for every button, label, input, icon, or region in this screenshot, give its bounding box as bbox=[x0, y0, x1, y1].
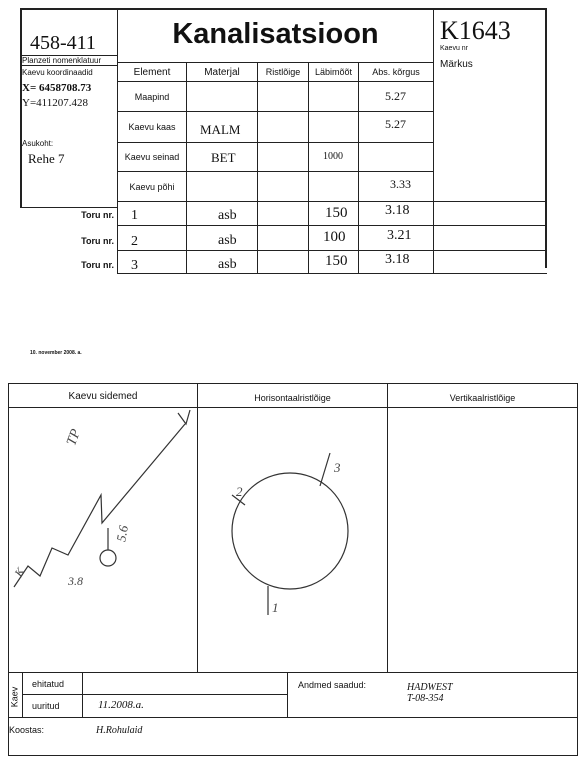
header-element: Element bbox=[133, 66, 171, 78]
pipe-mark-1: 1 bbox=[272, 600, 279, 615]
data-ref-value: T-08-354 bbox=[407, 693, 444, 704]
pipe-material: asb bbox=[218, 257, 237, 272]
pipe-height: 3.18 bbox=[385, 252, 410, 267]
header-height: Abs. kõrgus bbox=[372, 67, 420, 77]
row-element: Kaevu kaas bbox=[128, 122, 176, 132]
row-height: 3.33 bbox=[390, 177, 411, 191]
panel-title-vertical: Vertikaalristlõige bbox=[449, 393, 516, 403]
pipe-material: asb bbox=[218, 208, 237, 223]
header-section: Ristlõige bbox=[265, 67, 301, 77]
pipe-label: Toru nr. bbox=[81, 236, 114, 246]
row-diameter: 1000 bbox=[323, 151, 343, 162]
sketch-card bbox=[0, 380, 586, 760]
sketch-label-38: 3.8 bbox=[68, 574, 83, 588]
pipe-nr: 3 bbox=[131, 258, 138, 273]
built-label: ehitatud bbox=[32, 679, 65, 689]
planzeti-label: Planzeti nomenklatuur bbox=[22, 56, 102, 65]
compiled-label: Koostas: bbox=[9, 725, 45, 735]
data-from-value: HADWEST bbox=[407, 682, 453, 693]
surveyed-date: 11.2008.a. bbox=[98, 699, 144, 711]
document-title: Kanalisatsioon bbox=[172, 18, 379, 50]
well-id: K1643 bbox=[440, 16, 511, 45]
pipe-label: Toru nr. bbox=[81, 210, 114, 220]
coordinate-y-value: Y=411207.428 bbox=[22, 97, 88, 109]
pipe-diameter: 100 bbox=[323, 229, 346, 245]
pipe-nr: 2 bbox=[131, 234, 138, 249]
pipe-height: 3.21 bbox=[387, 228, 412, 243]
pipe-material: asb bbox=[218, 233, 237, 248]
row-element: Maapind bbox=[134, 91, 170, 102]
header-material: Materjal bbox=[204, 66, 240, 78]
pipe-diameter: 150 bbox=[325, 253, 348, 269]
sketch-drawing bbox=[0, 380, 586, 760]
pipe-mark-2: 2 bbox=[236, 484, 243, 499]
pipe-diameter: 150 bbox=[325, 205, 348, 221]
row-height: 5.27 bbox=[385, 89, 406, 103]
data-from-label: Andmed saadud: bbox=[298, 680, 367, 690]
pipe-height: 3.18 bbox=[385, 203, 410, 218]
row-element: Kaevu seinad bbox=[124, 152, 180, 162]
location-value: Rehe 7 bbox=[28, 151, 65, 166]
location-label: Asukoht: bbox=[22, 139, 54, 148]
sketch-label-56: 5.6 bbox=[113, 524, 131, 543]
row-material: MALM bbox=[200, 122, 241, 137]
well-card bbox=[0, 0, 586, 280]
date-stamp: 10. november 2008. a. bbox=[30, 350, 82, 356]
row-material: BET bbox=[211, 150, 236, 165]
pipe-label: Toru nr. bbox=[81, 260, 114, 270]
panel-title-horizontal: Horisontaalristlõige bbox=[254, 393, 331, 403]
panel-title-links: Kaevu sidemed bbox=[68, 390, 138, 402]
coordinate-y bbox=[22, 97, 88, 109]
row-height: 5.27 bbox=[385, 117, 406, 131]
sketch-label-k: K bbox=[11, 565, 28, 580]
pipe-nr: 1 bbox=[131, 208, 138, 223]
header-diameter: Läbimõõt bbox=[314, 67, 353, 77]
pipe-mark-3: 3 bbox=[334, 460, 341, 475]
coordinate-x-value: X= 6458708.73 bbox=[22, 82, 92, 94]
row-element: Kaevu põhi bbox=[129, 181, 175, 192]
coordinate-x bbox=[22, 82, 91, 94]
compiled-by: H.Rohulaid bbox=[96, 725, 143, 736]
coordinates-label: Kaevu koordinaadid bbox=[22, 68, 93, 77]
kaev-label: Kaev bbox=[9, 686, 20, 708]
well-nr-label: Kaevu nr bbox=[440, 45, 469, 52]
north-mark: TP bbox=[64, 427, 85, 448]
surveyed-label: uuritud bbox=[32, 701, 60, 711]
remarks-label: Märkus bbox=[440, 59, 473, 70]
map-sheet-number: 458-411 bbox=[30, 32, 96, 54]
